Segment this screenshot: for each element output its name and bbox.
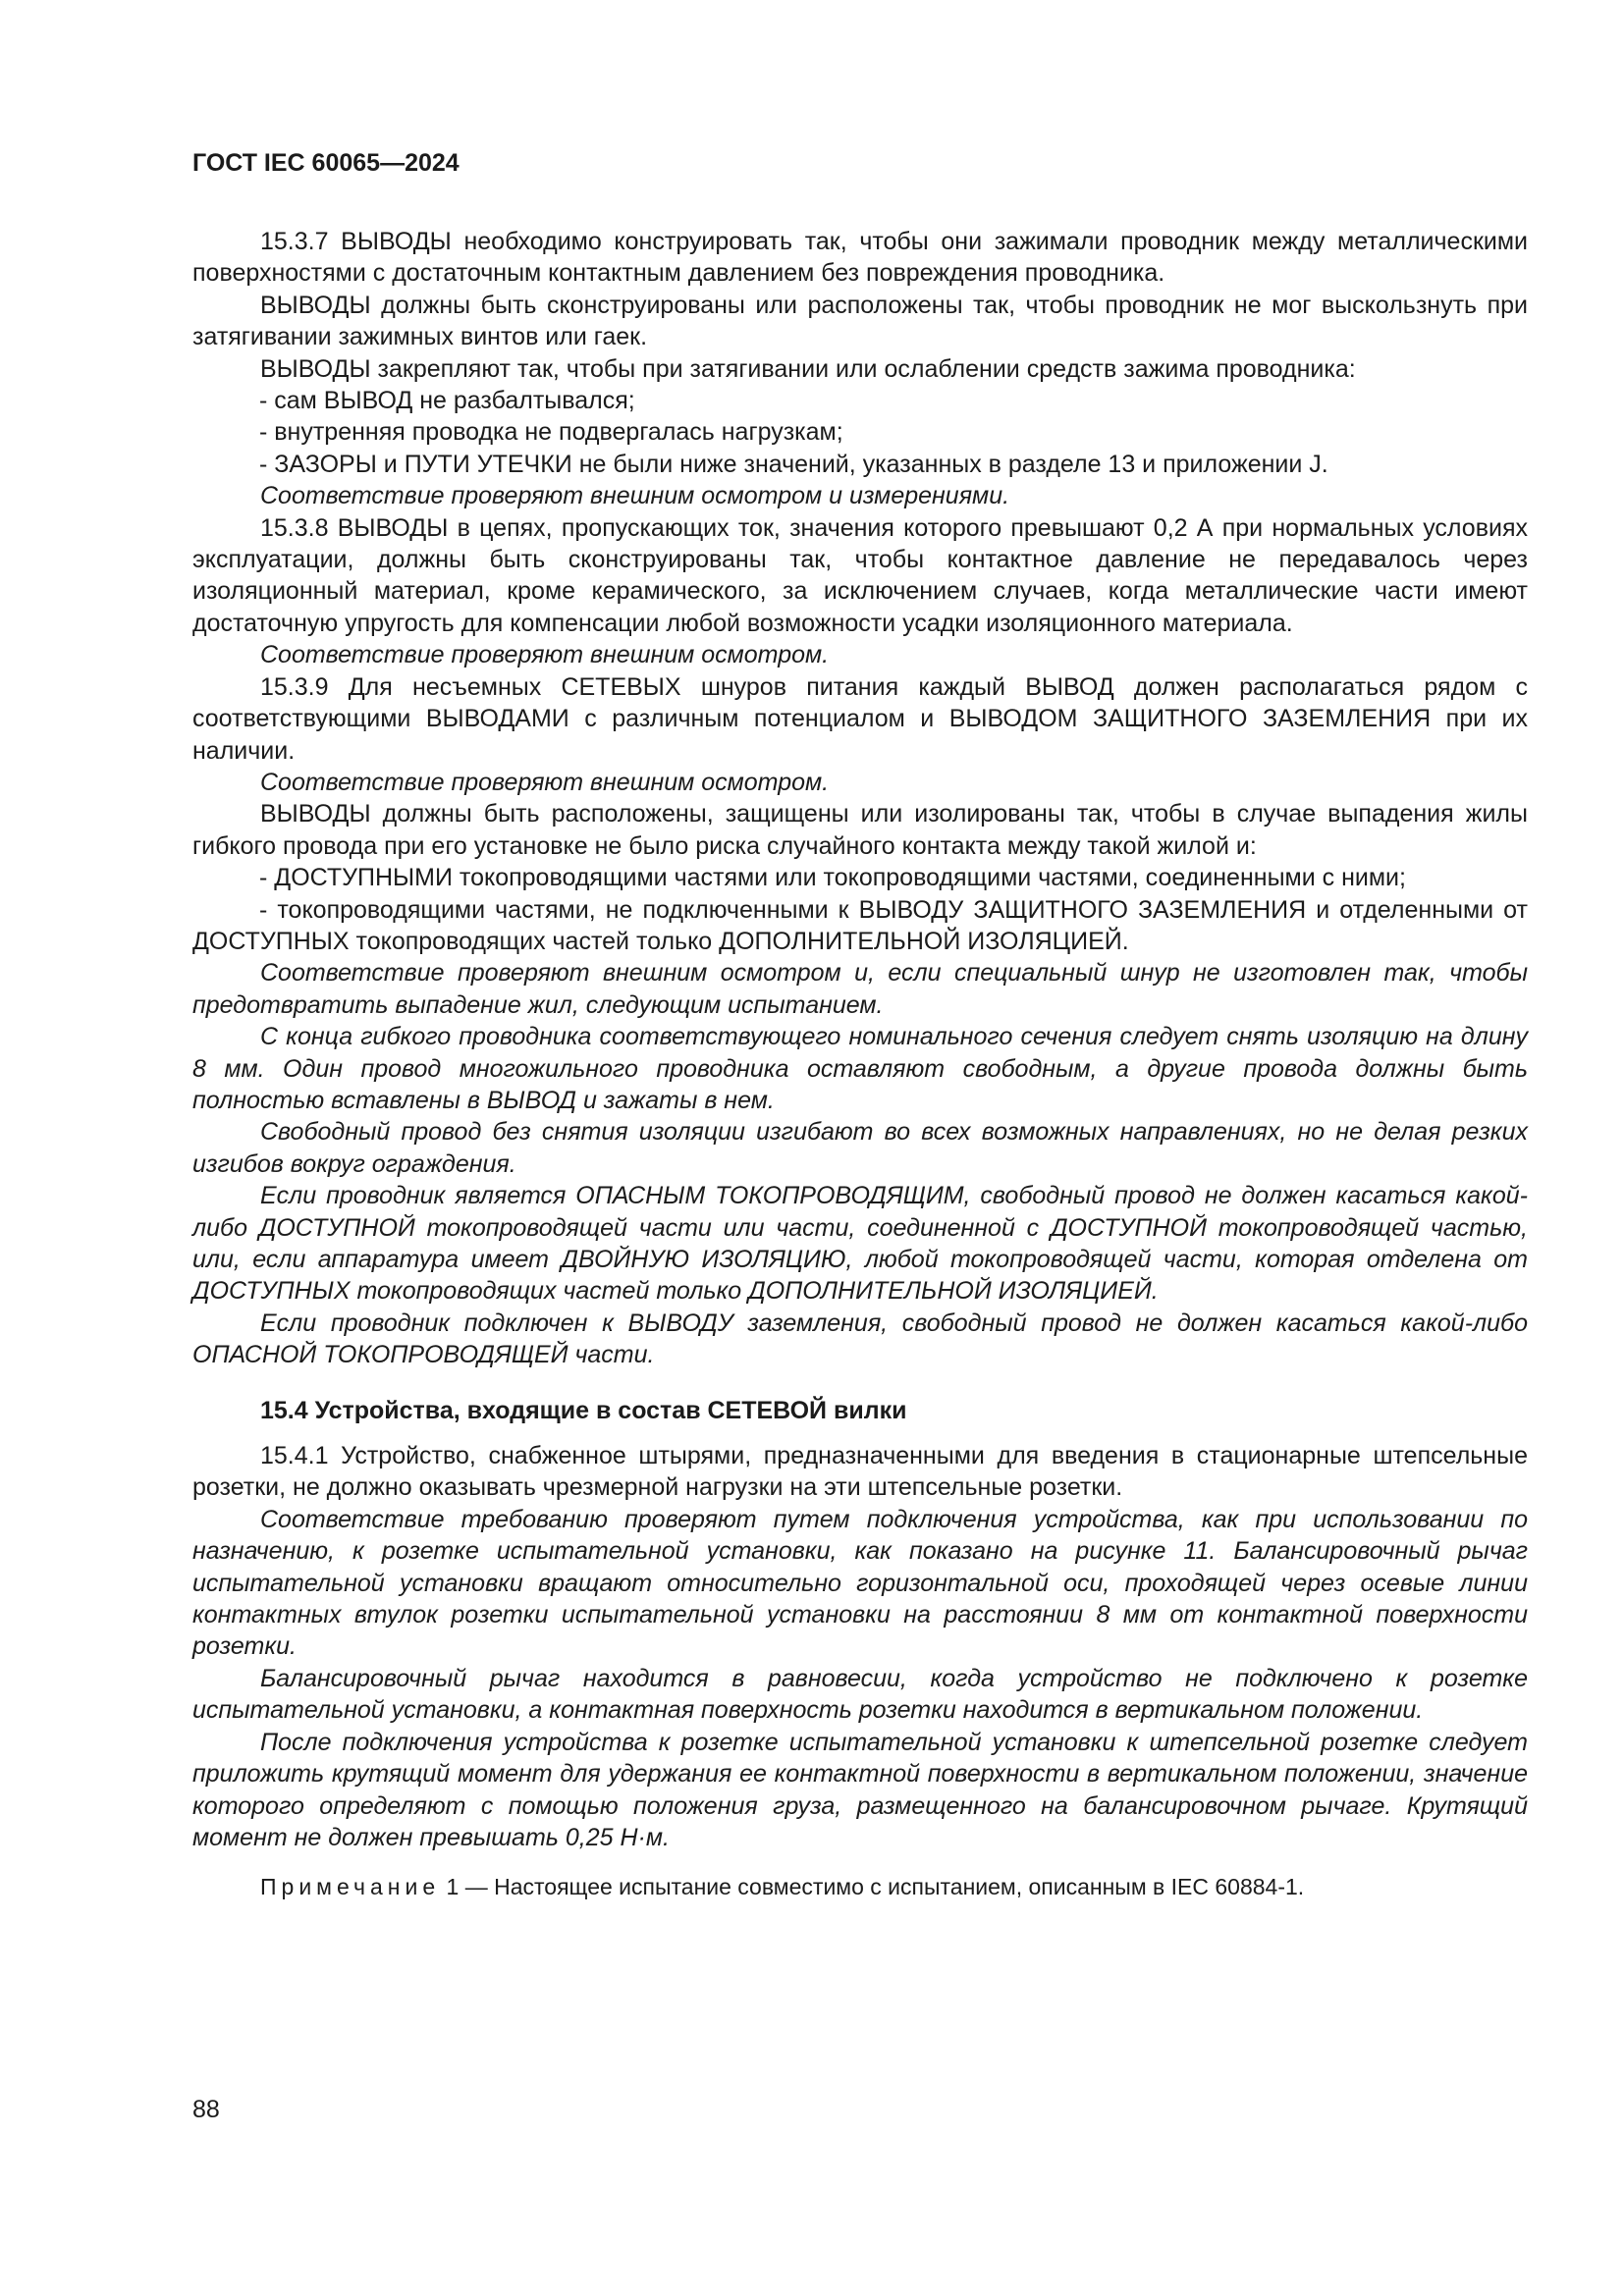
compliance-check: Соответствие проверяют внешним осмотром и измерениями. [260, 482, 1010, 510]
list-item: - токопроводящими частями, не подключенными к ВЫВОДУ ЗАЩИТНОГО ЗАЗЕМЛЕНИЯ и отделенными от ДОСТУПНЫХ токопроводящих частей только ДОПОЛНИТЕЛЬНОЙ ИЗОЛЯЦИЕЙ. [192, 895, 1528, 955]
test-procedure: Соответствие требованию проверяют путем подключения устройства, как при использовании по назначению, к розетке испытательной установки, как показано на рисунке 11. Балансировочный рычаг испытательной установки вращают относительно горизонтальной оси, проходящей через осевые линии контактных втулок розетки испытательной установки на расстоянии 8 мм от контактной поверхности розетки. [192, 1505, 1528, 1661]
test-procedure: Если проводник является ОПАСНЫМ ТОКОПРОВОДЯЩИМ, свободный провод не должен касаться какой-либо ДОСТУПНОЙ токопроводящей части или части, соединенной с ДОСТУПНОЙ токопроводящей частью, или, если аппаратура имеет ДВОЙНУЮ ИЗОЛЯЦИЮ, любой токопроводящей части, которая отделена от ДОСТУПНЫХ токопроводящих частей только ДОПОЛНИТЕЛЬНОЙ ИЗОЛЯЦИЕЙ. [192, 1182, 1528, 1306]
note [192, 1871, 1528, 1902]
paragraph-15-3-7: 15.3.7 ВЫВОДЫ необходимо конструировать так, чтобы они зажимали проводник между металлическими поверхностями с достаточным контактным давлением без повреждения проводника. [192, 228, 1528, 288]
section-heading-15-4: 15.4 Устройства, входящие в состав СЕТЕВОЙ вилки [260, 1396, 907, 1424]
test-procedure: Балансировочный рычаг находится в равновесии, когда устройство не подключено к розетке испытательной установки, а контактная поверхность розетки находится в вертикальном положении. [192, 1664, 1528, 1725]
paragraph-15-3-8: 15.3.8 ВЫВОДЫ в цепях, пропускающих ток, значения которого превышают 0,2 А при нормальных условиях эксплуатации, должны быть сконструированы так, чтобы контактное давление не передавалось через изоляционный материал, кроме керамического, за исключением случаев, когда металлические части имеют достаточную упругость для компенсации любой возможности усадки изоляционного материала. [192, 513, 1528, 637]
page-number: 88 [192, 2096, 220, 2123]
note-text: 1 — Настоящее испытание совместимо с испытанием, описанным в IEC 60884-1. [440, 1874, 1305, 1900]
test-procedure: Свободный провод без снятия изоляции изгибают во всех возможных направлениях, но не делая резких изгибов вокруг ограждения. [192, 1118, 1528, 1178]
compliance-check: Соответствие проверяют внешним осмотром. [260, 768, 830, 796]
compliance-check: Соответствие проверяют внешним осмотром и, если специальный шнур не изготовлен так, чтобы предотвратить выпадение жил, следующим испытанием. [192, 959, 1528, 1019]
list-item: - ДОСТУПНЫМИ токопроводящими частями или токопроводящими частями, соединенными с ними; [259, 864, 1406, 892]
list-item: - сам ВЫВОД не разбалтывался; [259, 387, 635, 415]
list-item: - ЗАЗОРЫ и ПУТИ УТЕЧКИ не были ниже значений, указанных в разделе 13 и приложении J. [259, 450, 1328, 478]
paragraph-15-3-9: 15.3.9 Для несъемных СЕТЕВЫХ шнуров питания каждый ВЫВОД должен располагаться рядом с соответствующими ВЫВОДАМИ с различным потенциалом и ВЫВОДОМ ЗАЩИТНОГО ЗАЗЕМЛЕНИЯ при их наличии. [192, 672, 1528, 765]
test-procedure: После подключения устройства к розетке испытательной установки к штепсельной розетке следует приложить крутящий момент для удержания ее контактной поверхности в вертикальном положении, значение которого определяют с помощью положения груза, размещенного на балансировочном рычаге. Крутящий момент не должен превышать 0,25 Н·м. [192, 1728, 1528, 1851]
test-procedure: Если проводник подключен к ВЫВОДУ заземления, свободный провод не должен касаться какой-либо ОПАСНОЙ ТОКОПРОВОДЯЩЕЙ части. [192, 1308, 1528, 1369]
paragraph-15-4-1: 15.4.1 Устройство, снабженное штырями, предназначенными для введения в стационарные штепсельные розетки, не должно оказывать чрезмерной нагрузки на эти штепсельные розетки. [192, 1442, 1528, 1502]
paragraph: ВЫВОДЫ должны быть сконструированы или расположены так, чтобы проводник не мог выскользнуть при затягивании зажимных винтов или гаек. [192, 291, 1528, 351]
document-header: ГОСТ IEC 60065—2024 [192, 149, 460, 177]
paragraph: ВЫВОДЫ должны быть расположены, защищены или изолированы так, чтобы в случае выпадения жилы гибкого провода при его установке не было риска случайного контакта между такой жилой и: [192, 800, 1528, 860]
test-procedure: С конца гибкого проводника соответствующего номинального сечения следует снять изоляцию на длину 8 мм. Один провод многожильного проводника оставляют свободным, а другие провода должны быть полностью вставлены в ВЫВОД и зажаты в нем. [192, 1023, 1528, 1114]
list-item: - внутренняя проводка не подвергалась нагрузкам; [259, 418, 843, 447]
note-label: Примечание [260, 1874, 441, 1900]
compliance-check: Соответствие проверяют внешним осмотром. [260, 641, 830, 669]
document-body [192, 226, 1528, 1903]
paragraph: ВЫВОДЫ закрепляют так, чтобы при затягивании или ослаблении средств зажима проводника: [260, 354, 1356, 383]
